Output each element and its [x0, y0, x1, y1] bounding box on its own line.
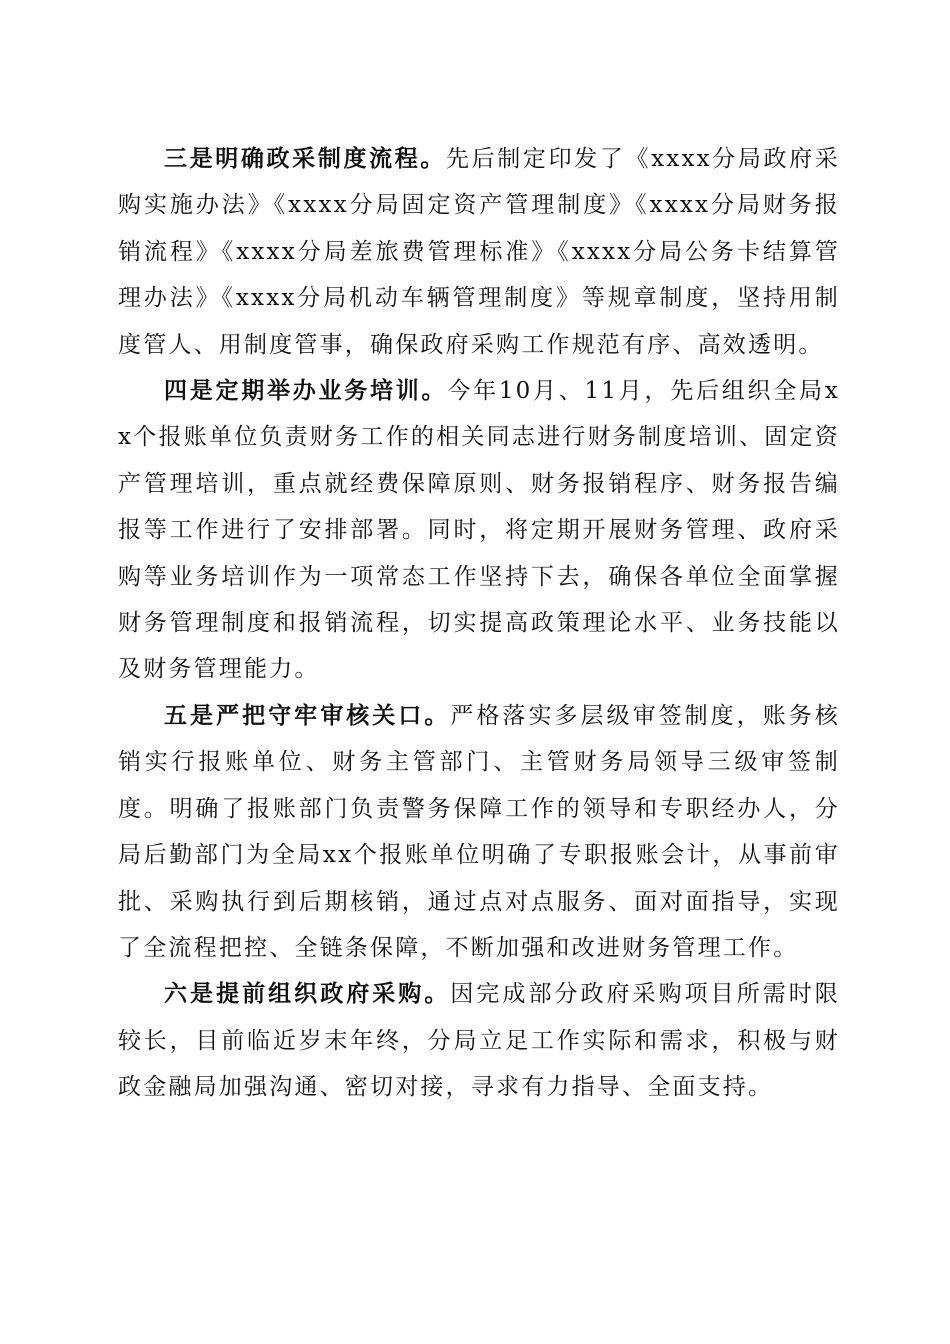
paragraph-3-text: 先后制定印发了《xxxx分局政府采购实施办法》《xxxx分局固定资产管理制度》《xxxx分局财务报销流程》《xxxx分局差旅费管理标准》《xxxx分局公务卡结算管理办法》《xxxx分局机动车辆管理制度》等规章制度，坚持用制度管人、用制度管事，确保政府采购工作规范有序、高效透明。 — [118, 146, 840, 358]
paragraph-4 — [118, 368, 840, 693]
paragraph-4-text: 今年10月、11月，先后组织全局xx个报账单位负责财务工作的相关同志进行财务制度培训、固定资产管理培训，重点就经费保障原则、财务报销程序、财务报告编报等工作进行了安排部署。同时，将定期开展财务管理、政府采购等业务培训作为一项常态工作坚持下去，确保各单位全面掌握财务管理制度和报销流程，切实提高政策理论水平、业务技能以及财务管理能力。 — [118, 378, 840, 683]
document-body — [118, 136, 840, 1111]
paragraph-5-text: 严格落实多层级审签制度，账务核销实行报账单位、财务主管部门、主管财务局领导三级审签制度。明确了报账部门负责警务保障工作的领导和专职经办人，分局后勤部门为全局xx个报账单位明确了专职报账会计，从事前审批、采购执行到后期核销，通过点对点服务、面对面指导，实现了全流程把控、全链条保障，不断加强和改进财务管理工作。 — [118, 702, 841, 961]
paragraph-3-heading: 三是明确政采制度流程。 — [164, 145, 447, 172]
paragraph-4-heading: 四是定期举办业务培训。 — [164, 377, 448, 405]
paragraph-6-heading: 六是提前组织政府采购。 — [164, 980, 451, 1008]
paragraph-3 — [118, 136, 840, 368]
paragraph-6 — [118, 971, 840, 1110]
paragraph-6-text: 因完成部分政府采购项目所需时限较长，目前临近岁末年终，分局立足工作实际和需求，积极与财政金融局加强沟通、密切对接，寻求有力指导、全面支持。 — [118, 981, 841, 1101]
paragraph-5-heading: 五是严把守牢审核关口。 — [164, 701, 451, 729]
paragraph-5 — [118, 693, 840, 971]
